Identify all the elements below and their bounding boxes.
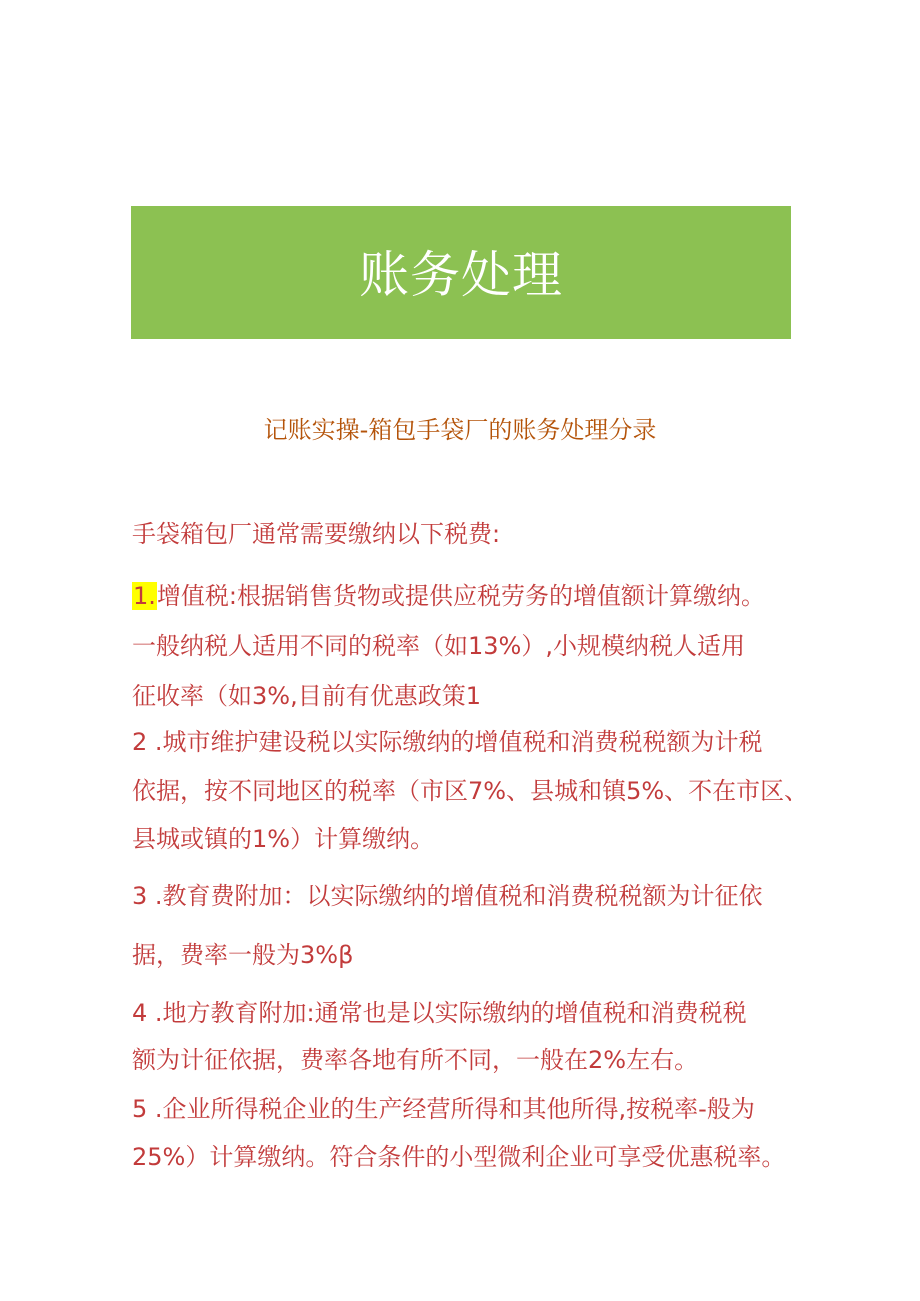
item-3-line-1 bbox=[132, 876, 763, 911]
item-1-number: 1. bbox=[133, 582, 156, 610]
document-subtitle: 记账实操-箱包手袋厂的账务处理分录 bbox=[263, 416, 657, 444]
item-3-number: 3 bbox=[132, 882, 148, 910]
item-2-text: .城市维护建设税以实际缴纳的增值税和消费税税额为计税 bbox=[147, 728, 763, 756]
banner-title: 账务处理 bbox=[359, 245, 563, 304]
item-3-text: .教育费附加：以实际缴纳的增值税和消费税税额为计征依 bbox=[147, 882, 763, 910]
item-1-line-2: 一般纳税人适用不同的税率（如13%）,小规模纳税人适用 bbox=[132, 632, 745, 660]
item-4-text: .地方教育附加:通常也是以实际缴纳的增值税和消费税税 bbox=[147, 999, 747, 1027]
item-5-line-2: 25%）计算缴纳。符合条件的小型微利企业可享受优惠税率。 bbox=[132, 1143, 786, 1171]
item-2-number: 2 bbox=[132, 728, 148, 756]
item-5-number: 5 bbox=[132, 1095, 148, 1123]
item-2-line-1 bbox=[132, 722, 763, 757]
item-4-line-1 bbox=[132, 993, 747, 1028]
item-5-line-1 bbox=[132, 1089, 755, 1124]
item-4-line-2: 额为计征依据，费率各地有所不同，一般在2%左右。 bbox=[132, 1046, 699, 1074]
item-1-line-3: 征收率（如3%,目前有优惠政策1 bbox=[132, 682, 481, 710]
item-3-line-2: 据，费率一般为3%β bbox=[132, 941, 354, 969]
item-5-text: .企业所得税企业的生产经营所得和其他所得,按税率-般为 bbox=[147, 1095, 755, 1123]
item-1-line-1 bbox=[132, 576, 765, 611]
item-4-number: 4 bbox=[132, 999, 148, 1027]
title-banner bbox=[131, 206, 791, 339]
intro-paragraph: 手袋箱包厂通常需要缴纳以下税费: bbox=[132, 520, 501, 548]
item-2-line-3: 县城或镇的1%）计算缴纳。 bbox=[132, 825, 435, 853]
item-2-line-2: 依据，按不同地区的税率（市区7%、县城和镇5%、不在市区、 bbox=[132, 777, 809, 805]
item-1-text: 增值税:根据销售货物或提供应税劳务的增值额计算缴纳。 bbox=[156, 582, 765, 610]
